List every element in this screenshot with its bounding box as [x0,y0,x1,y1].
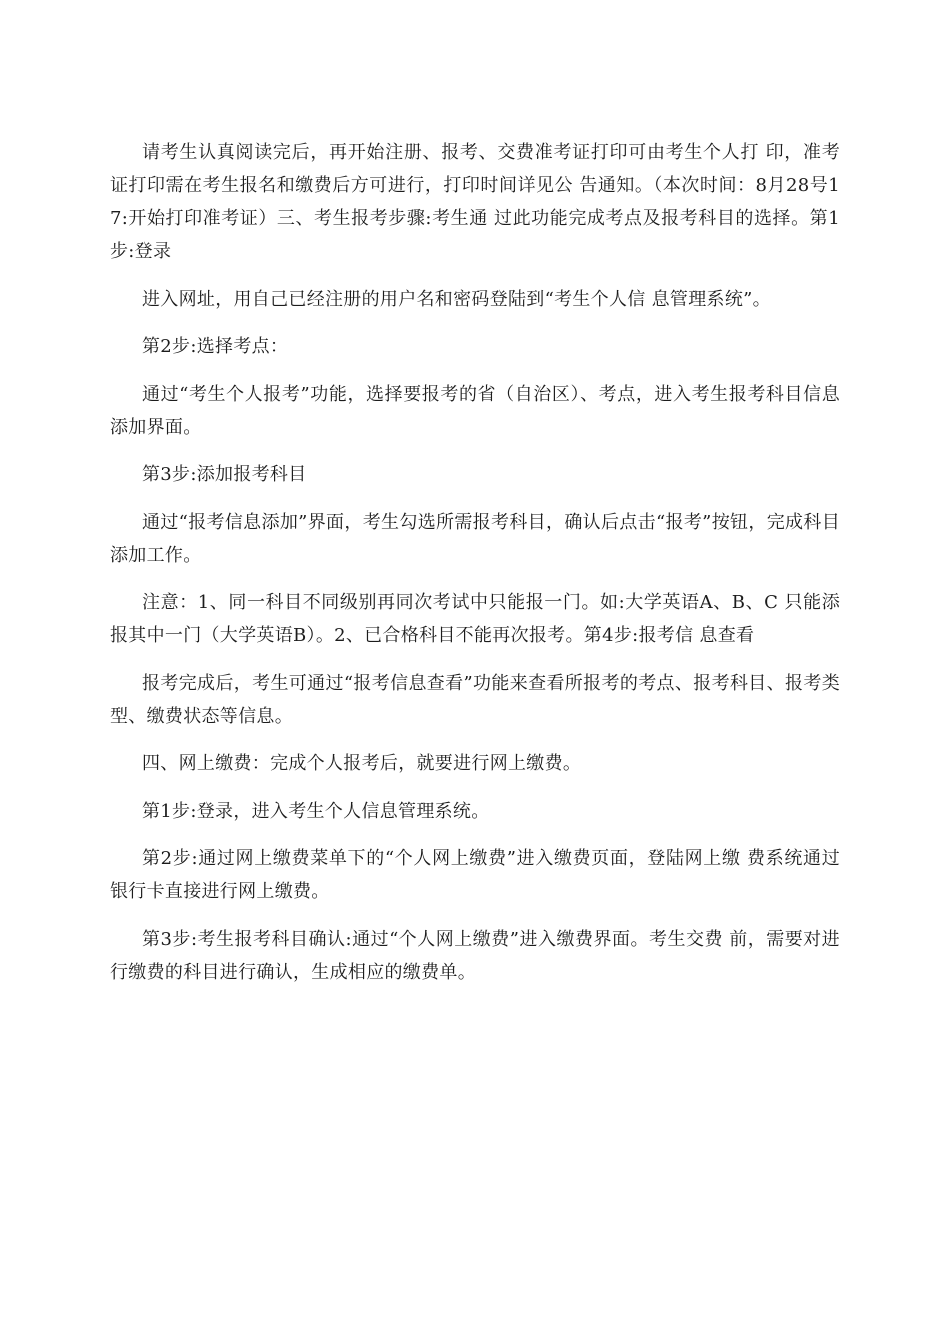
paragraph: 四、网上缴费：完成个人报考后，就要进行网上缴费。 [142,753,582,774]
paragraph: 第2步:选择考点： [142,336,289,357]
paragraph: 注意：1、同一科目不同级别再同次考试中只能报一门。如:大学英语A、B、C 只能添报其中一门（大学英语B）。2、已合格科目不能再次报考。第4步:报考信 息查看 [110,592,840,646]
paragraph: 报考完成后，考生可通过“报考信息查看”功能来查看所报考的考点、报考科目、报考类型、缴费状态等信息。 [110,672,840,727]
paragraph: 通过“考生个人报考”功能，选择要报考的省（自治区）、考点，进入考生报考科目信息添加界面。 [110,383,840,438]
paragraph: 通过“报考信息添加”界面，考生勾选所需报考科目，确认后点击“报考”按钮，完成科目添加工作。 [110,511,840,566]
paragraph: 第1步:登录，进入考生个人信息管理系统。 [142,800,490,822]
paragraph: 第3步:添加报考科目 [142,464,307,485]
paragraph: 第2步:通过网上缴费菜单下的“个人网上缴费”进入缴费页面，登陆网上缴 费系统通过银行卡直接进行网上缴费。 [110,848,840,902]
paragraph: 请考生认真阅读完后，再开始注册、报考、交费准考证打印可由考生个人打 印，准考证打印需在考生报名和缴费后方可进行，打印时间详见公 告通知。（本次时间：8月28号17:开始打印准考证）三、考生报考步骤:考生通 过此功能完成考点及报考科目的选择。第1步:登录 [110,142,840,262]
paragraph: 第3步:考生报考科目确认:通过“个人网上缴费”进入缴费界面。考生交费 前，需要对进行缴费的科目进行确认，生成相应的缴费单。 [110,928,840,983]
document-body [110,136,840,1003]
paragraph: 进入网址，用自己已经注册的用户名和密码登陆到“考生个人信 息管理系统”。 [142,288,771,310]
